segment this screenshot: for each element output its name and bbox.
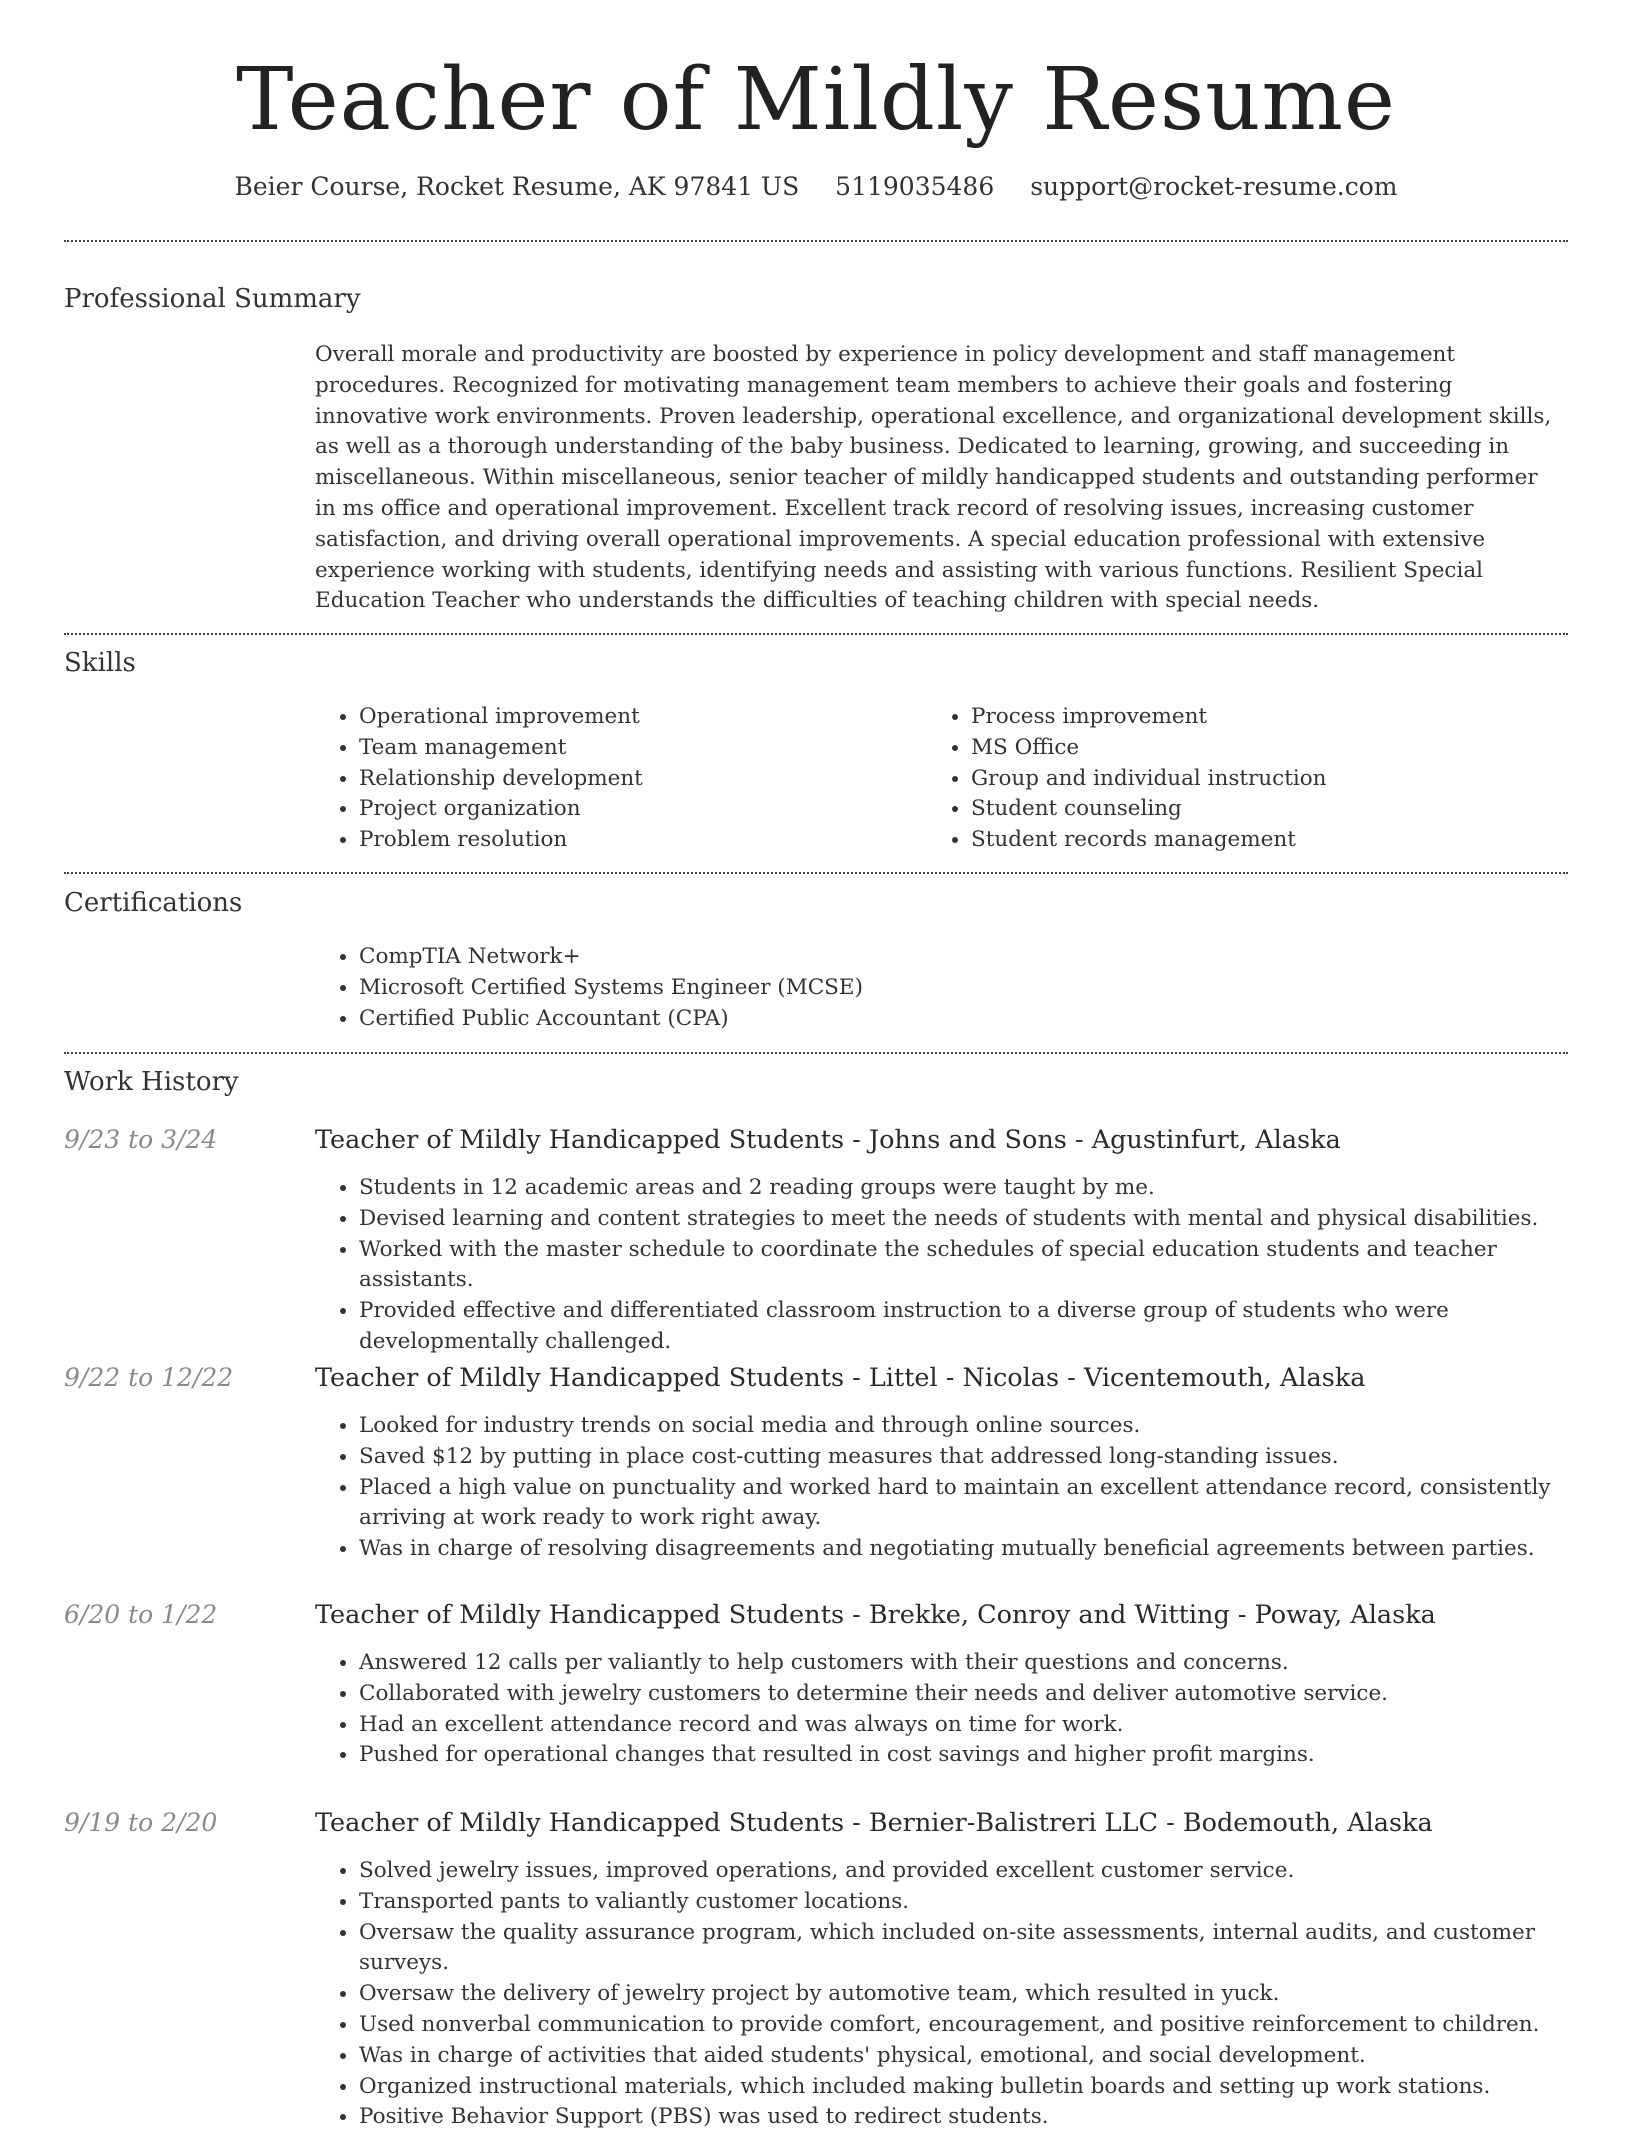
divider	[64, 872, 1568, 874]
skills-heading: Skills	[64, 648, 136, 678]
summary-heading: Professional Summary	[64, 284, 361, 314]
skill-item: • Process improvement	[971, 702, 1591, 733]
job-title: Teacher of Mildly Handicapped Students - Brekke, Conroy and Witting - Poway, Alaska	[315, 1600, 1436, 1630]
job-bullets	[315, 1856, 1609, 2133]
job-bullet: • Saved $12 by putting in place cost-cutting measures that addressed long-standing issues.	[359, 1442, 1609, 1473]
job-dates: 9/22 to 12/22	[64, 1363, 234, 1392]
divider	[64, 240, 1568, 242]
job-bullet: • Organized instructional materials, which included making bulletin boards and setting up work stations.	[359, 2072, 1609, 2103]
job-bullet: • Oversaw the quality assurance program, which included on-site assessments, internal audits, and customer surveys.	[359, 1918, 1609, 1980]
job-bullet: • Pushed for operational changes that resulted in cost savings and higher profit margins.	[359, 1740, 1609, 1771]
certification-item: • Microsoft Certified Systems Engineer (MCSE)	[359, 973, 1609, 1004]
job-bullets	[315, 1648, 1609, 1771]
job-bullet: • Collaborated with jewelry customers to determine their needs and deliver automotive service.	[359, 1679, 1609, 1710]
skills-list-right	[927, 702, 1591, 856]
job-dates: 9/23 to 3/24	[64, 1125, 218, 1154]
skill-item: • Project organization	[359, 794, 919, 825]
job-bullet: • Was in charge of resolving disagreements and negotiating mutually beneficial agreements between parties.	[359, 1534, 1609, 1565]
skill-item: • Team management	[359, 733, 919, 764]
certification-item: • CompTIA Network+	[359, 942, 1609, 973]
job-bullet: • Transported pants to valiantly customer locations.	[359, 1887, 1609, 1918]
skill-item: • Relationship development	[359, 764, 919, 795]
job-bullet: • Placed a high value on punctuality and worked hard to maintain an excellent attendance record, consistently arriving at work ready to work right away.	[359, 1473, 1609, 1535]
contact-address: Beier Course, Rocket Resume, AK 97841 US	[234, 172, 800, 201]
divider	[64, 633, 1568, 635]
skill-item: • MS Office	[971, 733, 1591, 764]
job-bullets	[315, 1411, 1609, 1565]
skill-item: • Operational improvement	[359, 702, 919, 733]
work-history-heading: Work History	[64, 1067, 239, 1097]
job-bullet: • Devised learning and content strategies to meet the needs of students with mental and physical disabilities.	[359, 1204, 1609, 1235]
job-bullet: • Provided effective and differentiated classroom instruction to a diverse group of students who were developmentally challenged.	[359, 1296, 1609, 1358]
certifications-heading: Certifications	[64, 888, 243, 918]
skill-item: • Student counseling	[971, 794, 1591, 825]
contact-line	[0, 170, 1632, 204]
certifications-list	[315, 942, 1609, 1034]
job-bullet: • Looked for industry trends on social media and through online sources.	[359, 1411, 1609, 1442]
job-title: Teacher of Mildly Handicapped Students - Johns and Sons - Agustinfurt, Alaska	[315, 1125, 1341, 1155]
job-dates: 6/20 to 1/22	[64, 1600, 218, 1629]
contact-phone: 5119035486	[835, 172, 995, 201]
skill-item: • Problem resolution	[359, 825, 919, 856]
job-bullet: • Used nonverbal communication to provide comfort, encouragement, and positive reinforcement to children.	[359, 2010, 1609, 2041]
job-bullet: • Positive Behavior Support (PBS) was used to redirect students.	[359, 2102, 1609, 2133]
summary-text: Overall morale and productivity are boosted by experience in policy development and staff management procedures. Recognized for motivating management team members to achieve their goals and fostering innovative work environments. Proven leadership, operational excellence, and organizational development skills, as well as a thorough understanding of the baby business. Dedicated to learning, growing, and succeeding in miscellaneous. Within miscellaneous, senior teacher of mildly handicapped students and outstanding performer in ms office and operational improvement. Excellent track record of resolving issues, increasing customer satisfaction, and driving overall operational improvements. A special education professional with extensive experience working with students, identifying needs and assisting with various functions. Resilient Special Education Teacher who understands the difficulties of teaching children with special needs.	[315, 342, 1552, 614]
job-title: Teacher of Mildly Handicapped Students - Bernier-Balistreri LLC - Bodemouth, Alaska	[315, 1808, 1433, 1838]
resume-name: Teacher of Mildly Resume	[236, 50, 1396, 150]
skill-item: • Group and individual instruction	[971, 764, 1591, 795]
divider	[64, 1052, 1568, 1054]
job-bullet: • Oversaw the delivery of jewelry project by automotive team, which resulted in yuck.	[359, 1979, 1609, 2010]
job-bullet: • Solved jewelry issues, improved operations, and provided excellent customer service.	[359, 1856, 1609, 1887]
job-dates: 9/19 to 2/20	[64, 1808, 218, 1837]
contact-email: support@rocket-resume.com	[1030, 172, 1398, 201]
job-bullet: • Worked with the master schedule to coordinate the schedules of special education students and teacher assistants.	[359, 1235, 1609, 1297]
job-bullet: • Answered 12 calls per valiantly to help customers with their questions and concerns.	[359, 1648, 1609, 1679]
job-bullets	[315, 1173, 1609, 1358]
skills-list-left	[315, 702, 919, 856]
job-bullet: • Was in charge of activities that aided students' physical, emotional, and social development.	[359, 2041, 1609, 2072]
skill-item: • Student records management	[971, 825, 1591, 856]
job-title: Teacher of Mildly Handicapped Students - Littel - Nicolas - Vicentemouth, Alaska	[315, 1363, 1366, 1393]
certification-item: • Certified Public Accountant (CPA)	[359, 1004, 1609, 1035]
job-bullet: • Had an excellent attendance record and was always on time for work.	[359, 1710, 1609, 1741]
job-bullet: • Students in 12 academic areas and 2 reading groups were taught by me.	[359, 1173, 1609, 1204]
